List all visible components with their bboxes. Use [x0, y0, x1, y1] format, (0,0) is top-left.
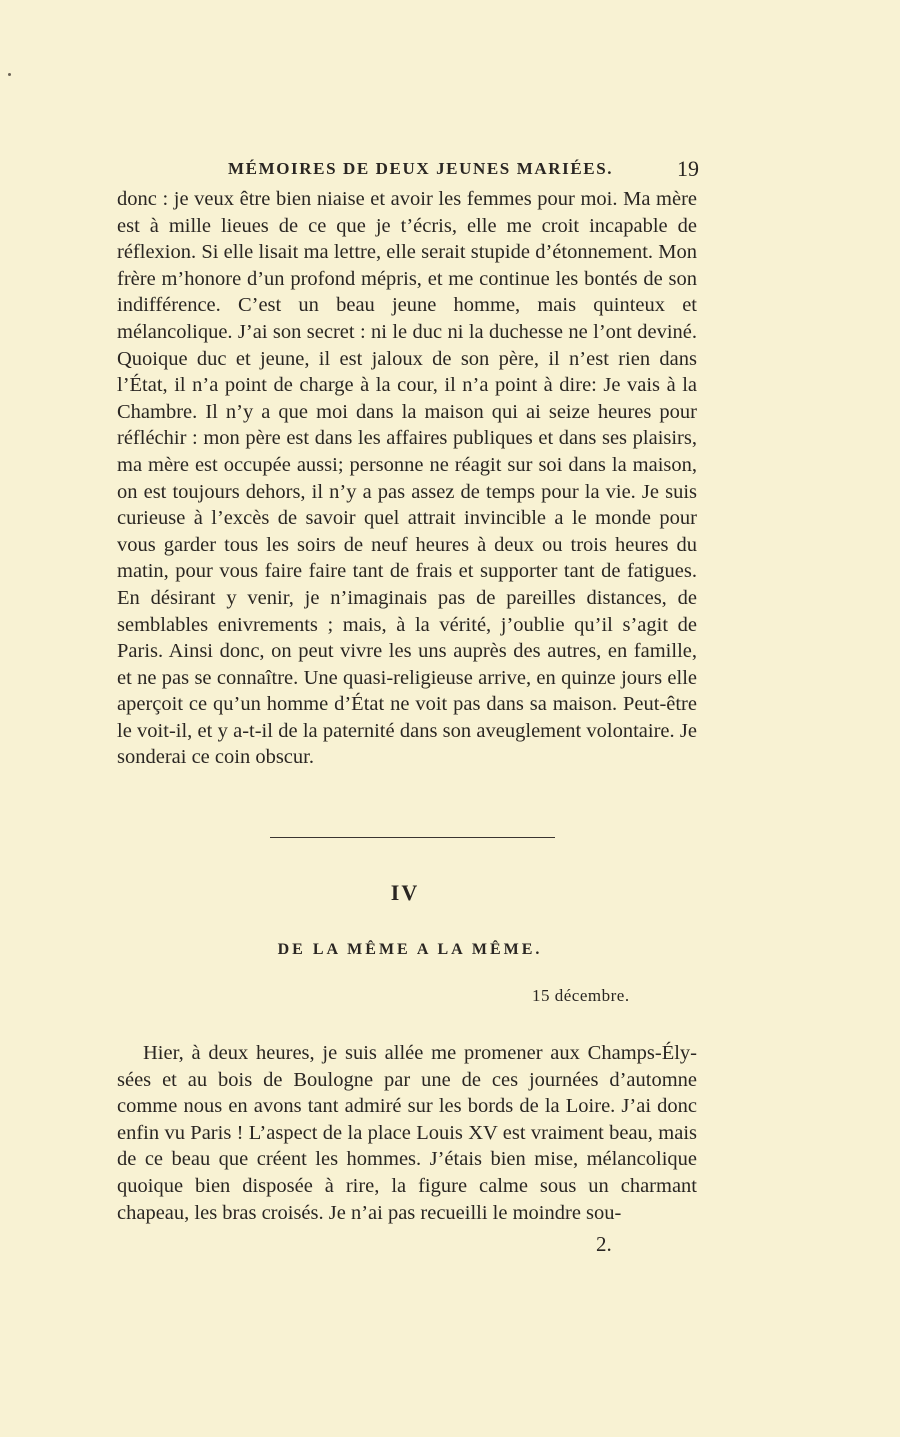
letter-number: IV — [390, 880, 420, 905]
letter-body — [117, 1040, 697, 1226]
running-head — [118, 156, 698, 184]
letter-date: 15 décembre. — [532, 986, 630, 1005]
letter-heading: DE LA MÊME A LA MÊME. — [277, 941, 543, 958]
body-text-continued — [117, 186, 697, 771]
paragraph: Hier, à deux heures, je suis allée me promener aux Champs-Élysées et au bois de Boulogne par une de ces journées d’automne comme nous en avons tant admiré sur les bords de la Loire. J’ai donc enfin vu Paris ! L’aspect de la place Louis XV est vraiment beau, mais de ce beau que créent les hommes. J’étais bien mise, mélancolique quoique bien disposée à rire, la figure calme sous un charmant chapeau, les bras croisés. Je n’ai pas recueilli le moindre sou- — [117, 1042, 697, 1224]
signature-mark: 2. — [596, 1232, 612, 1256]
page-number: 19 — [677, 156, 699, 181]
section-divider — [270, 837, 555, 838]
running-title: MÉMOIRES DE DEUX JEUNES MARIÉES. — [228, 159, 614, 178]
paragraph: donc : je veux être bien niaise et avoir les femmes pour moi. Ma mère est à mille lieues de ce que je t’écris, elle me croit incapable de réflexion. Si elle lisait ma lettre, elle serait stupide d’étonnement. Mon frère m’honore d’un profond mépris, et me continue les bontés de son indifférence. C’est un beau jeune homme, mais quinteux et mélancolique. J’ai son secret : ni le duc ni la duchesse ne l’ont deviné. Quoique duc et jeune, il est jaloux de son père, il n’est rien dans l’État, il n’a point de charge à la cour, il n’a point à dire: Je vais à la Chambre. Il n’y a que moi dans la maison qui ai seize heures pour réfléchir : mon père est dans les affaires publiques et dans ses plaisirs, ma mère est occupée aussi; personne ne réagit sur soi dans la maison, on est toujours dehors, il n’y a pas assez de temps pour la vie. Je suis curieuse à l’excès de savoir quel attrait invincible a le monde pour vous garder tous les soirs de neuf heures à deux ou trois heures du matin, pour vous faire faire tant de frais et supporter tant de fatigues. En désirant y venir, je n’imaginais pas de pareilles distances, de semblables enivrements ; mais, à la vérité, j’oublie qu’il s’agit de Paris. Ainsi donc, on peut vivre les uns auprès des autres, en famille, et ne pas se connaître. Une quasi-religieuse arrive, en quinze jours elle aperçoit ce qu’un homme d’État ne voit pas dans sa maison. Peut-être le voit-il, et y a-t-il de la paternité dans son aveuglement volontaire. Je sonderai ce coin obscur. — [117, 188, 697, 769]
print-speck — [8, 73, 11, 76]
